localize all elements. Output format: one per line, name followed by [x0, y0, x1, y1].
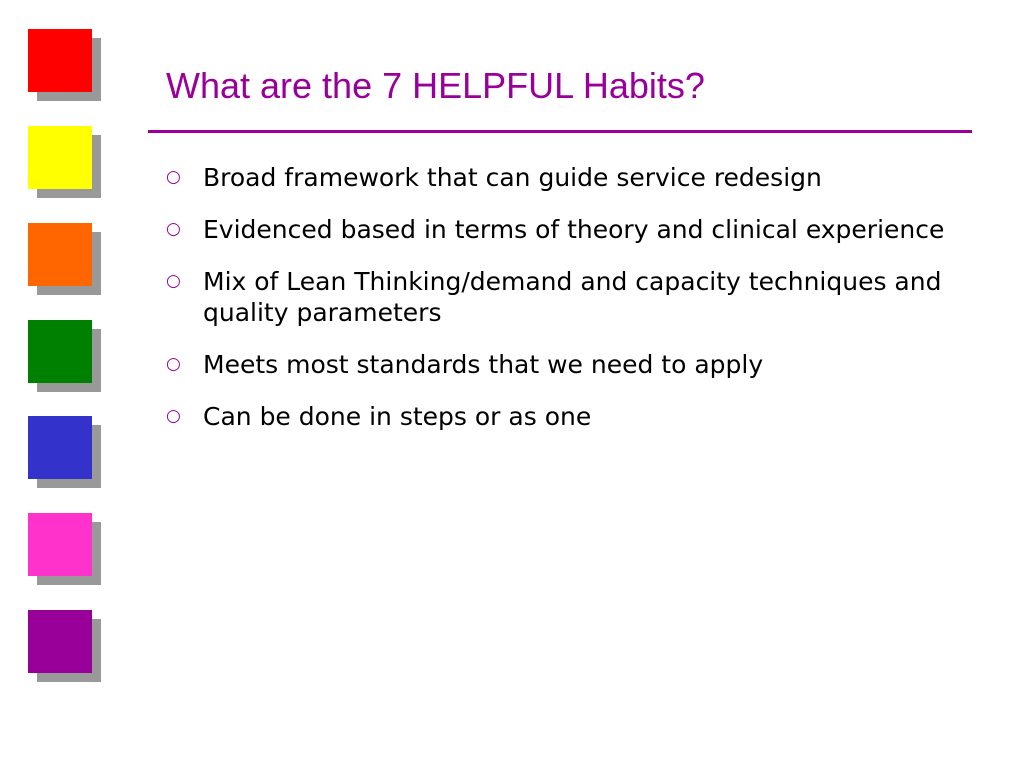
- square-face: [28, 223, 92, 286]
- square-face: [28, 126, 92, 189]
- square-face: [28, 29, 92, 92]
- bullet-text: Meets most standards that we need to apply: [203, 350, 764, 379]
- bullet-circle-icon: ○: [166, 167, 181, 187]
- square-face: [28, 416, 92, 479]
- color-square-green: [28, 320, 104, 394]
- bullet-text: Can be done in steps or as one: [203, 402, 592, 431]
- bullet-item: [166, 162, 956, 193]
- color-square-purple: [28, 610, 104, 684]
- color-square-yellow: [28, 126, 104, 200]
- square-face: [28, 320, 92, 383]
- bullet-text: Evidenced based in terms of theory and clinical experience: [203, 215, 945, 244]
- bullet-text: Mix of Lean Thinking/demand and capacity techniques and quality parameters: [203, 267, 942, 327]
- title-underline: [148, 130, 972, 133]
- bullet-item: [166, 266, 956, 328]
- bullet-text: Broad framework that can guide service redesign: [203, 163, 822, 192]
- bullet-circle-icon: ○: [166, 219, 181, 239]
- bullet-circle-icon: ○: [166, 271, 181, 291]
- bullet-circle-icon: ○: [166, 354, 181, 374]
- color-square-orange: [28, 223, 104, 297]
- square-face: [28, 513, 92, 576]
- square-face: [28, 610, 92, 673]
- color-square-pink: [28, 513, 104, 587]
- bullet-item: [166, 401, 956, 432]
- slide-title: What are the 7 HELPFUL Habits?: [166, 65, 705, 106]
- bullet-item: [166, 349, 956, 380]
- bullet-circle-icon: ○: [166, 406, 181, 426]
- color-square-red: [28, 29, 104, 103]
- bullet-list: [166, 162, 956, 453]
- bullet-item: [166, 214, 956, 245]
- color-square-blue: [28, 416, 104, 490]
